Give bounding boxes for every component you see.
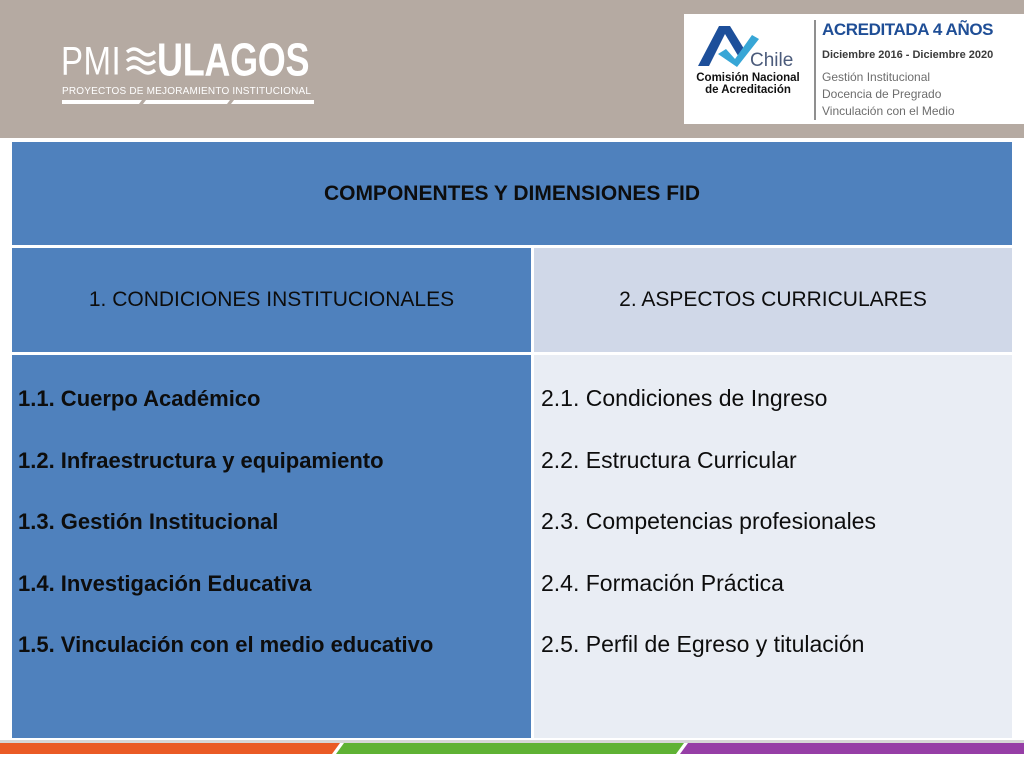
list-item: 1.5. Vinculación con el medio educativo bbox=[18, 632, 434, 657]
column-items-1 bbox=[12, 355, 531, 738]
cna-name bbox=[690, 72, 806, 96]
cna-logo-icon bbox=[690, 20, 806, 70]
panel-divider bbox=[814, 20, 816, 120]
accreditation-area: Docencia de Pregrado bbox=[822, 87, 942, 101]
logo-prefix: PMI bbox=[61, 38, 122, 83]
list-item: 1.1. Cuerpo Académico bbox=[18, 386, 261, 411]
list-item: 2.1. Condiciones de Ingreso bbox=[541, 385, 828, 411]
column-heading: 2. ASPECTOS CURRICULARES bbox=[619, 288, 927, 311]
footer-stripes bbox=[0, 738, 1024, 760]
list-item: 1.4. Investigación Educativa bbox=[18, 570, 312, 596]
cna-name-line1: Comisión Nacional bbox=[696, 72, 800, 84]
accreditation-areas bbox=[822, 69, 955, 120]
stripe-gray bbox=[0, 740, 1024, 743]
wave-line bbox=[127, 67, 155, 73]
wave-line bbox=[127, 49, 155, 55]
list-item: 2.3. Competencias profesionales bbox=[541, 508, 876, 534]
list-item: 2.5. Perfil de Egreso y titulación bbox=[541, 631, 865, 657]
stripe-orange bbox=[0, 743, 340, 754]
list-item: 2.4. Formación Práctica bbox=[541, 569, 784, 596]
stripe-green bbox=[336, 743, 684, 754]
list-item: 1.3. Gestión Institucional bbox=[18, 509, 279, 534]
accreditation-area: Gestión Institucional bbox=[822, 70, 931, 84]
waves-icon bbox=[126, 46, 156, 76]
logo-name: ULAGOS bbox=[157, 33, 310, 86]
column-heading-cell-1 bbox=[12, 248, 531, 352]
list-item: 1.2. Infraestructura y equipamiento bbox=[18, 447, 384, 473]
column-items-2 bbox=[534, 355, 1012, 738]
accreditation-period: Diciembre 2016 - Diciembre 2020 bbox=[822, 49, 994, 61]
column-heading-cell-2 bbox=[534, 248, 1012, 352]
accreditation-area: Vinculación con el Medio bbox=[822, 104, 955, 118]
stripe-purple bbox=[680, 743, 1024, 754]
column-heading: 1. CONDICIONES INSTITUCIONALES bbox=[88, 288, 455, 311]
accreditation-title: ACREDITADA 4 AÑOS bbox=[822, 20, 994, 39]
cna-country: Chile bbox=[750, 50, 794, 70]
tagline-underline bbox=[62, 100, 314, 104]
table-title: COMPONENTES Y DIMENSIONES FID bbox=[323, 181, 701, 205]
cna-name-line2: de Acreditación bbox=[705, 84, 791, 96]
table-title-cell bbox=[12, 142, 1012, 245]
logo-tagline: PROYECTOS DE MEJORAMIENTO INSTITUCIONAL bbox=[62, 86, 312, 97]
wave-line bbox=[127, 58, 155, 64]
list-item: 2.2. Estructura Curricular bbox=[541, 446, 797, 473]
